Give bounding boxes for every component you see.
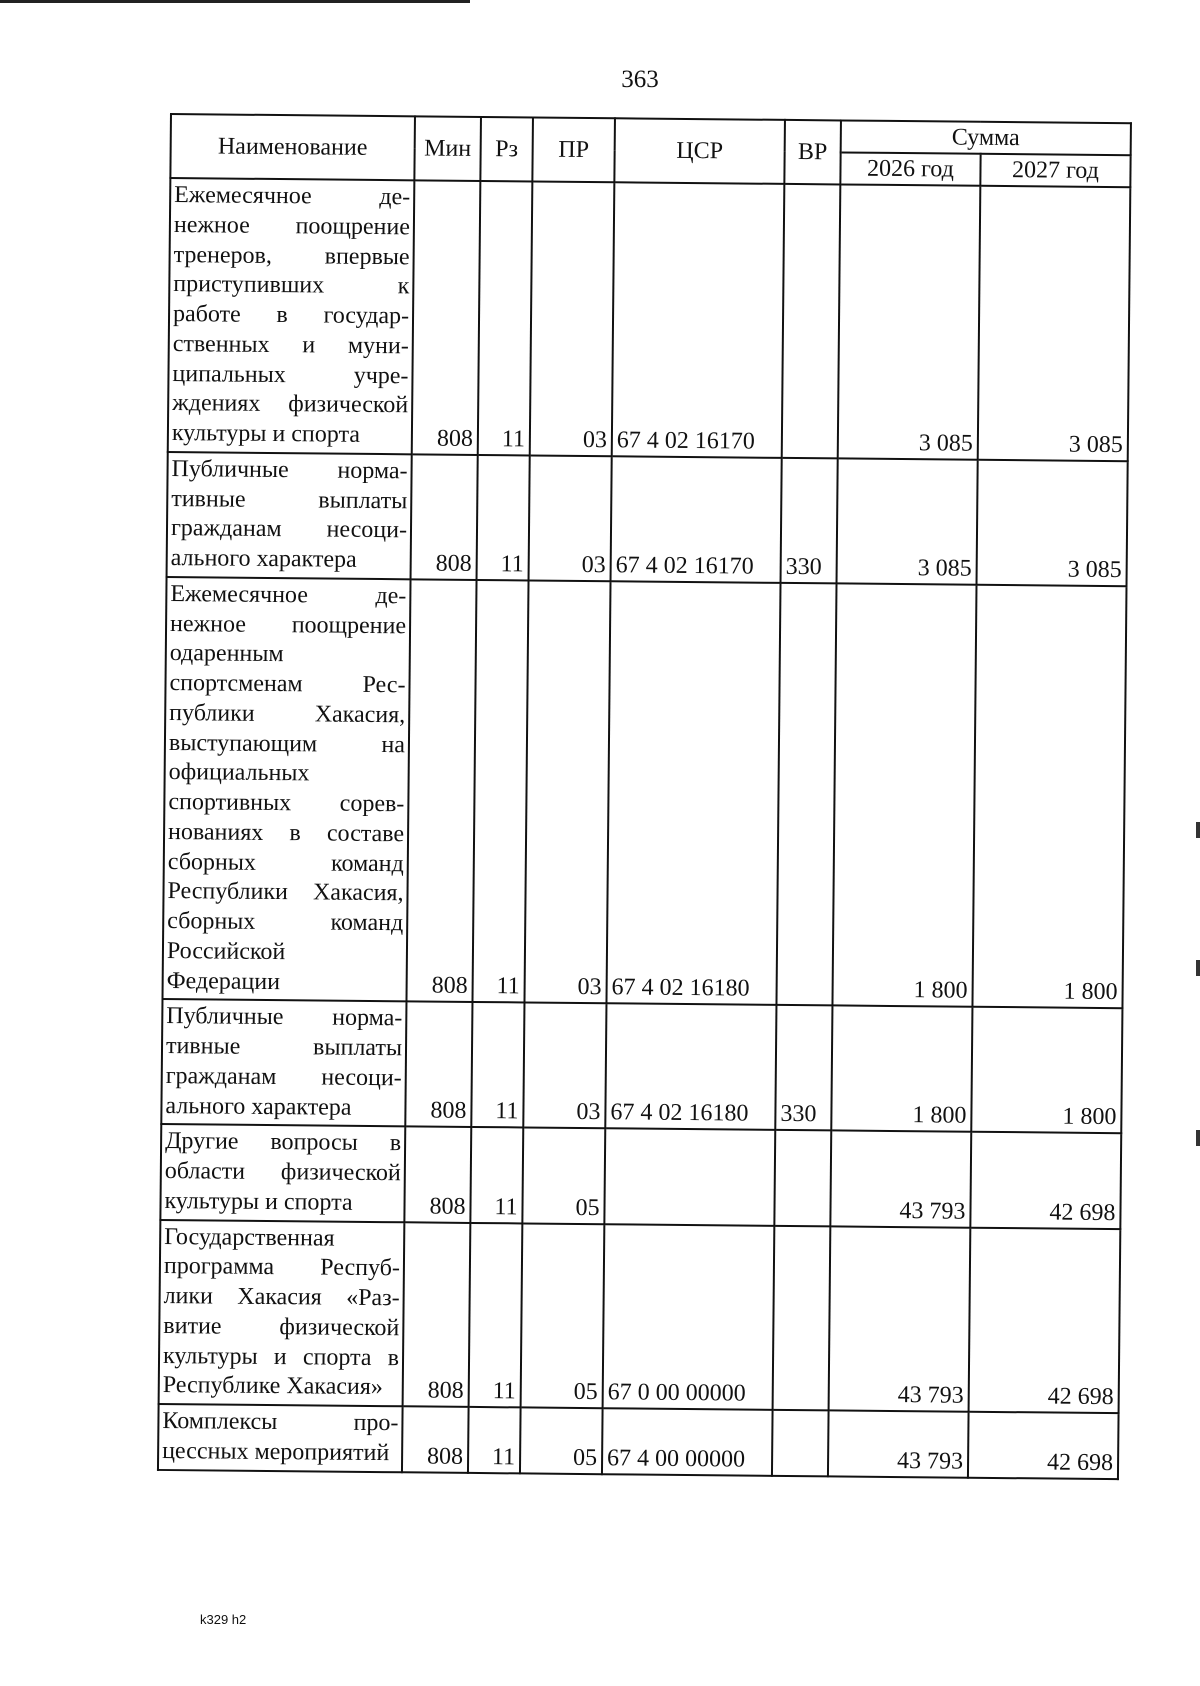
row-pr: 03 bbox=[530, 181, 615, 456]
header-sum: Сумма bbox=[841, 120, 1131, 155]
table-row bbox=[159, 1219, 1121, 1413]
row-vr: 330 bbox=[775, 1005, 832, 1131]
row-rz: 11 bbox=[470, 1127, 523, 1223]
header-csr: ЦСР bbox=[614, 118, 785, 184]
row-csr: 67 0 00 00000 bbox=[603, 1224, 775, 1410]
row-vr bbox=[774, 1130, 831, 1226]
row-name: Ежемесячное денежное поощрение тренеров, впервые приступивших к работе в государственных и муниципальных учреждениях физической культуры и спорта bbox=[168, 178, 415, 454]
row-min: 808 bbox=[403, 1222, 471, 1407]
row-sum-2027: 42 698 bbox=[969, 1227, 1121, 1413]
row-name: Государственная программа Республики Хакасия «Развитие физической культуры и спорта в Республике Хакасия» bbox=[159, 1219, 405, 1406]
header-pr: ПР bbox=[532, 117, 615, 182]
row-vr bbox=[776, 583, 836, 1006]
header-vr: ВР bbox=[784, 120, 841, 185]
row-min: 808 bbox=[406, 579, 476, 1002]
row-name: Комплексы процессных мероприятий bbox=[158, 1404, 403, 1472]
row-pr: 03 bbox=[529, 455, 612, 581]
row-sum-2026: 1 800 bbox=[831, 1006, 972, 1132]
row-min: 808 bbox=[405, 1002, 472, 1128]
row-csr: 67 4 02 16170 bbox=[612, 182, 785, 457]
header-rz: Рз bbox=[480, 117, 533, 181]
page-number: 363 bbox=[621, 66, 659, 93]
row-sum-2027: 42 698 bbox=[968, 1412, 1119, 1479]
row-sum-2026: 43 793 bbox=[828, 1410, 969, 1477]
row-csr: 67 4 02 16180 bbox=[605, 1003, 776, 1130]
scan-edge-mark bbox=[1196, 1130, 1200, 1146]
scan-edge-mark bbox=[1196, 960, 1200, 976]
row-sum-2026: 1 800 bbox=[832, 583, 976, 1007]
row-pr: 03 bbox=[523, 1003, 606, 1129]
row-pr: 05 bbox=[521, 1223, 605, 1408]
row-name: Другие вопросы в области физической культуры и спорта bbox=[160, 1124, 405, 1222]
row-min: 808 bbox=[404, 1127, 471, 1223]
row-rz: 11 bbox=[469, 1222, 523, 1407]
row-csr: 67 4 02 16170 bbox=[611, 456, 782, 583]
table-header bbox=[170, 114, 1131, 187]
row-sum-2027: 3 085 bbox=[978, 186, 1131, 461]
row-vr bbox=[772, 1410, 829, 1476]
scan-edge-mark bbox=[1196, 822, 1200, 838]
header-name: Наименование bbox=[170, 114, 415, 180]
row-pr: 05 bbox=[522, 1128, 605, 1224]
header-year-2026: 2026 год bbox=[840, 152, 980, 185]
row-csr bbox=[604, 1128, 775, 1225]
row-rz: 11 bbox=[478, 181, 533, 455]
scan-edge-line bbox=[0, 0, 470, 3]
footer-code: k329 h2 bbox=[200, 1612, 247, 1627]
row-rz: 11 bbox=[472, 580, 528, 1003]
row-sum-2026: 3 085 bbox=[837, 458, 978, 584]
row-name: Публичные нормативные выплаты гражданам несоциального характера bbox=[161, 999, 406, 1126]
row-min: 808 bbox=[402, 1406, 469, 1472]
table-row bbox=[167, 452, 1128, 586]
table-row bbox=[162, 577, 1126, 1009]
table-row bbox=[158, 1404, 1119, 1479]
table-body bbox=[158, 178, 1130, 1479]
row-sum-2027: 3 085 bbox=[977, 460, 1128, 586]
row-sum-2026: 3 085 bbox=[838, 184, 981, 459]
budget-table bbox=[157, 113, 1132, 1480]
table-row bbox=[161, 999, 1122, 1133]
row-vr bbox=[782, 184, 841, 458]
row-rz: 11 bbox=[468, 1407, 521, 1473]
row-min: 808 bbox=[411, 454, 478, 580]
header-min: Мин bbox=[414, 116, 481, 181]
row-name: Ежемесячное денежное поощрение одаренным спортсменам Республики Хакасия, выступающим на официальных спортивных соревнованиях в составе сборных команд Республики Хакасия, сборных команд Российской Федерации bbox=[162, 577, 410, 1002]
row-sum-2027: 1 800 bbox=[971, 1007, 1122, 1133]
table-row bbox=[168, 178, 1131, 461]
header-year-2027: 2027 год bbox=[980, 154, 1130, 187]
row-sum-2026: 43 793 bbox=[829, 1226, 971, 1412]
row-csr: 67 4 00 00000 bbox=[602, 1408, 773, 1475]
row-name: Публичные нормативные выплаты гражданам несоциального характера bbox=[167, 452, 412, 579]
row-sum-2027: 42 698 bbox=[970, 1132, 1121, 1229]
row-min: 808 bbox=[412, 180, 481, 454]
row-csr: 67 4 02 16180 bbox=[606, 581, 780, 1005]
row-rz: 11 bbox=[471, 1002, 524, 1127]
row-pr: 03 bbox=[524, 580, 610, 1003]
table-row bbox=[160, 1124, 1121, 1228]
row-vr: 330 bbox=[781, 458, 838, 584]
row-sum-2026: 43 793 bbox=[830, 1131, 971, 1228]
row-pr: 05 bbox=[520, 1407, 603, 1473]
row-vr bbox=[773, 1225, 831, 1410]
row-sum-2027: 1 800 bbox=[972, 585, 1126, 1009]
row-rz: 11 bbox=[477, 455, 530, 580]
